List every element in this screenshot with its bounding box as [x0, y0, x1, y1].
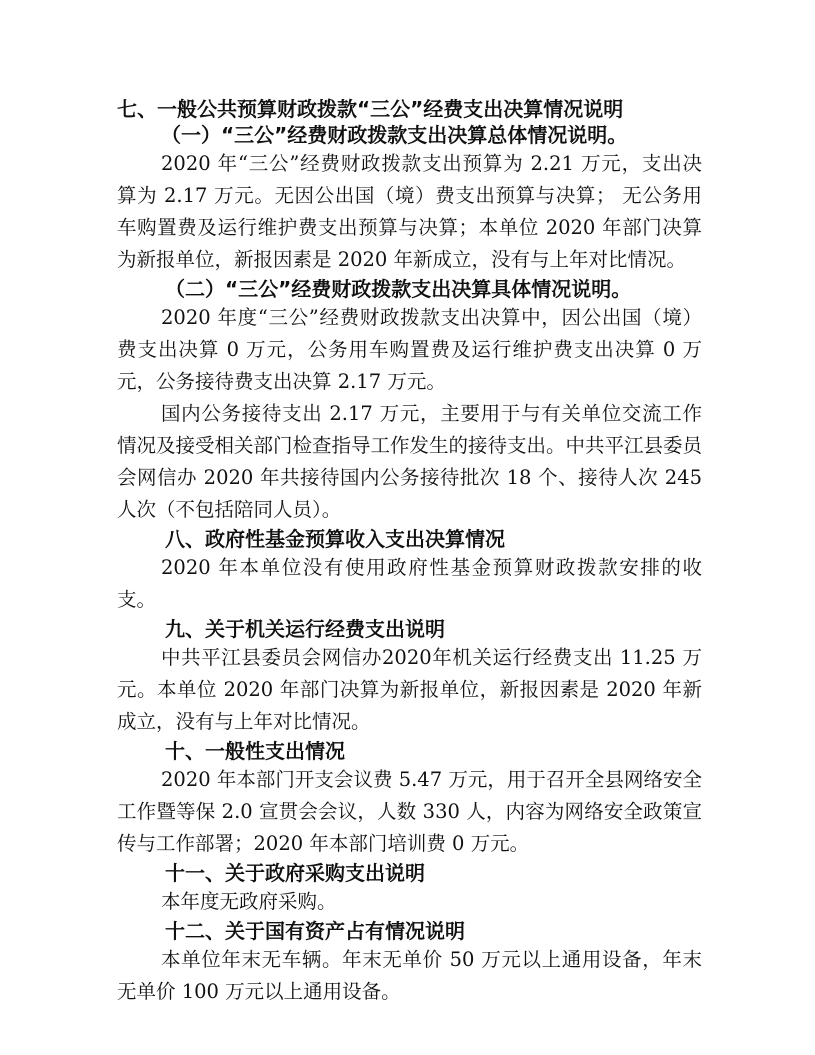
section-9-heading: 九、关于机关运行经费支出说明: [165, 617, 445, 641]
section-7-sub2-paragraph-1: 2020 年度“三公”经费财政拨款支出决算中，因公出国（境）费支出决算 0 万元，公务用车购置费及运行维护费支出决算 0 万元，公务接待费支出决算 2.17 万元。: [117, 306, 702, 393]
section-12-heading: 十二、关于国有资产占有情况说明: [165, 919, 465, 943]
section-7-subheading-1: （一）“三公”经费财政拨款支出决算总体情况说明。: [161, 123, 628, 147]
section-9-paragraph: 中共平江县委员会网信办2020年机关运行经费支出 11.25 万元。本单位 2020 年部门决算为新报单位，新报因素是 2020 年新成立，没有与上年对比情况。: [117, 646, 702, 733]
section-8-heading: 八、政府性基金预算收入支出决算情况: [165, 527, 505, 551]
section-7-sub2-paragraph-2: 国内公务接待支出 2.17 万元，主要用于与有关单位交流工作情况及接受相关部门检查指导工作发生的接待支出。中共平江县委员会网信办 2020 年共接待国内公务接待批次 18 个、接待人次 245 人次（不包括陪同人员）。: [117, 402, 703, 521]
section-10-paragraph: 2020 年本部门开支会议费 5.47 万元，用于召开全县网络安全工作暨等保 2.0 宣贯会会议，人数 330 人，内容为网络安全政策宣传与工作部署；2020 年本部门培训费 0 万元。: [117, 768, 702, 855]
section-8-paragraph: 2020 年本单位没有使用政府性基金预算财政拨款安排的收支。: [117, 556, 702, 611]
section-12-paragraph: 本单位年末无车辆。年末无单价 50 万元以上通用设备，年末无单价 100 万元以上通用设备。: [117, 948, 702, 1003]
section-11-heading: 十一、关于政府采购支出说明: [165, 861, 425, 885]
section-10-heading: 十、一般性支出情况: [165, 739, 345, 763]
section-7-heading: 七、一般公共预算财政拨款“三公”经费支出决算情况说明: [117, 97, 624, 121]
section-7-subheading-2: （二）“三公”经费财政拨款支出决算具体情况说明。: [165, 277, 632, 301]
document-page: [117, 96, 702, 1008]
section-11-paragraph: 本年度无政府采购。: [161, 890, 337, 913]
section-7-sub1-paragraph: 2020 年“三公”经费财政拨款支出预算为 2.21 万元，支出决算为 2.17 万元。无因公出国（境）费支出预算与决算； 无公务用车购置费及运行维护费支出预算与决算；本单位 2020 年部门决算为新报单位，新报因素是 2020 年新成立，没有与上年对比情况。: [117, 152, 702, 271]
